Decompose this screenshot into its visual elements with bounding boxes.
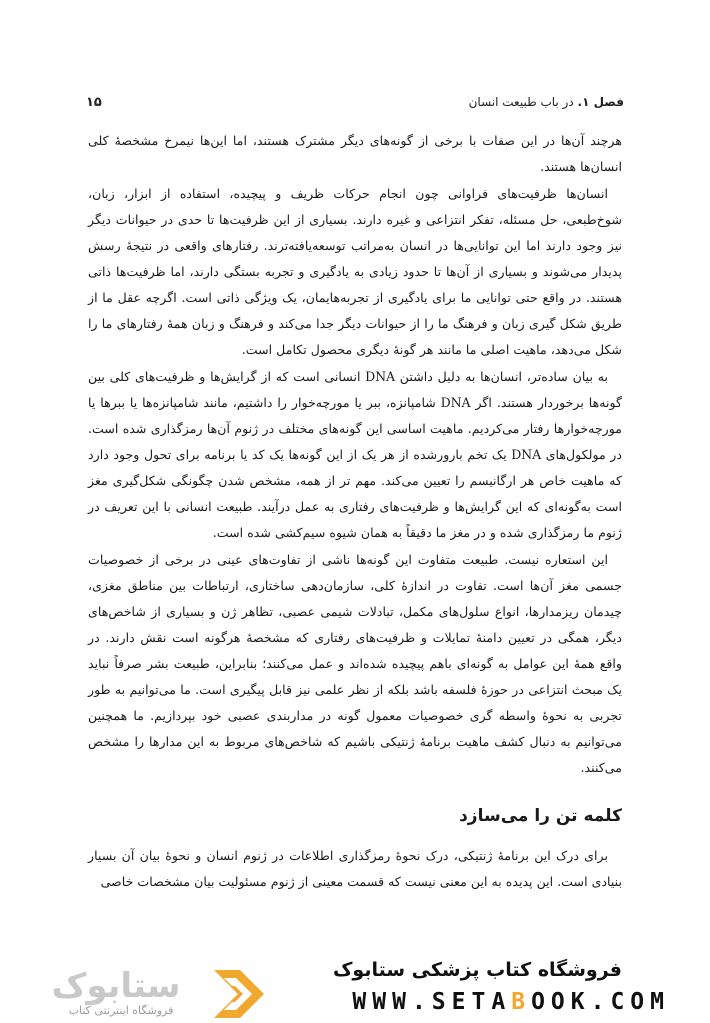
book-chevron-icon — [210, 968, 268, 1020]
url-part-accent: B — [511, 989, 532, 1015]
running-header — [86, 92, 624, 112]
paragraph-2: انسان‌ها ظرفیت‌های فراوانی چون انجام حرکات ظریف و پیچیده، استفاده از ابزار، زبان، شوخ‌طبعی، حل مسئله، تفکر انتزاعی و غیره دارند. بسیاری از این ظرفیت‌ها تا حدی در حیوانات دیگر نیز وجود دارند اما این توانایی‌ها در انسان به‌مراتب توسعه‌یافته‌ترند. رفتارهای واقعی در نتیجهٔ رسش پدیدار می‌شوند و بسیاری از آن‌ها تا حدود زیادی به یادگیری و تجربه بستگی دارند، اما ظرفیت‌ها ذاتی هستند. در واقع حتی توانایی ما برای یادگیری از تجربه‌هایمان، یک ویژگی ذاتی است. اگرچه عقل ما از طریق شکل گیری زبان و فرهنگ ما را از حیوانات دیگر جدا می‌کند و فرهنگ و زبان همهٔ رفتارهای ما را شکل می‌دهد، ماهیت اصلی ما مانند هر گونهٔ دیگری محصول تکامل است. — [88, 186, 622, 357]
url-part-start: WWW.SETA — [352, 989, 512, 1015]
page-number: ۱۵ — [86, 94, 102, 110]
logo-brand-text: ستابوک — [51, 966, 181, 1006]
chapter-number: فصل ۱. — [577, 95, 624, 109]
paragraph-3: به بیان ساده‌تر، انسان‌ها به دلیل داشتن DNA انسانی است که از گرایش‌ها و ظرفیت‌های کلی بین گونه‌ها برخوردار هستند. اگر DNA شامپانزه، ببر یا مورچه‌خوار را داشتیم، مانند شامپانزه‌ها یا ببرها یا مورچه‌خوارها رفتار می‌کردیم. ماهیت اساسی این گونه‌های مختلف در ژنوم آن‌ها رمزگذاری شده است. در مولکول‌های DNA یک تخم بارورشده از هر یک از این گونه‌ها یک کد یا برنامه برای تحول وجود دارد که ماهیت خاص هر ارگانیسم را تعیین می‌کند. مهم تر از همه، مشخص شدن چگونگی شکل‌گیری مغز است به‌گونه‌ای که این گرایش‌ها و ظرفیت‌های رفتاری به عمل درآیند. طبیعت انسانی با این تعریف در ژنوم ما رمزگذاری شده و در مغز ما دقیقاً به همان شیوه سیم‌کشی شده است. — [88, 369, 622, 540]
shop-url[interactable] — [352, 989, 670, 1015]
url-part-end: OOK.COM — [531, 989, 670, 1015]
chapter-title: در باب طبیعت انسان — [468, 95, 574, 109]
paragraph-4: این استعاره نیست. طبیعت متفاوت این گونه‌ها ناشی از تفاوت‌های عینی در برخی از خصوصیات جسمی مغز آن‌ها است. تفاوت در اندازهٔ کلی، سازمان‌دهی ساختاری، ارتباطات بین مناطق مغزی، چیدمان ریزمدارها، انواع سلول‌های مکمل، تبادلات شیمی عصبی، تظاهر ژن و بسیاری از شاخص‌های دیگر، همگی در تعیین دامنهٔ تمایلات و ظرفیت‌های رفتاری که مشخصهٔ هرگونه است نقش دارند. در واقع همهٔ این عوامل به گونه‌ای باهم پیچیده شده‌اند و عمل می‌کنند؛ بنابراین، طبیعت بشر صرفاً نباید یک مبحث انتزاعی در حوزهٔ فلسفه باشد بلکه از نظر علمی نیز قابل پیگیری است. ما می‌توانیم به طور تجربی به نحوهٔ واسطه گری خصوصیات معمول گونه در مداربندی عصبی خود بپردازیم. ما همچنین می‌توانیم به دنبال کشف ماهیت برنامهٔ ژنتیکی باشیم که شاخص‌های مربوط به این مدارها را مشخص می‌کنند. — [88, 552, 622, 775]
chapter-heading — [469, 95, 624, 109]
shop-name: فروشگاه کتاب پزشکی ستابوک — [332, 959, 622, 981]
section-heading: کلمه تن را می‌سازد — [459, 806, 622, 826]
logo-tagline: فروشگاه اینترنتی کتاب — [68, 1004, 174, 1017]
body-text — [88, 128, 622, 896]
paragraph-5: برای درک این برنامهٔ ژنتیکی، درک نحوهٔ رمزگذاری اطلاعات در ژنوم انسان و نحوهٔ بیان آن بسیار بنیادی است. این پدیده به این معنی نیست که قسمت معینی از ژنوم مسئولیت بیان مشخصات خاصی — [88, 848, 622, 889]
paragraph-1: هرچند آن‌ها در این صفات با برخی از گونه‌های دیگر مشترک هستند، اما این‌ها نیمرخ مشخصهٔ کلی انسان‌ها هستند. — [88, 133, 622, 174]
setabook-logo — [28, 968, 298, 1020]
